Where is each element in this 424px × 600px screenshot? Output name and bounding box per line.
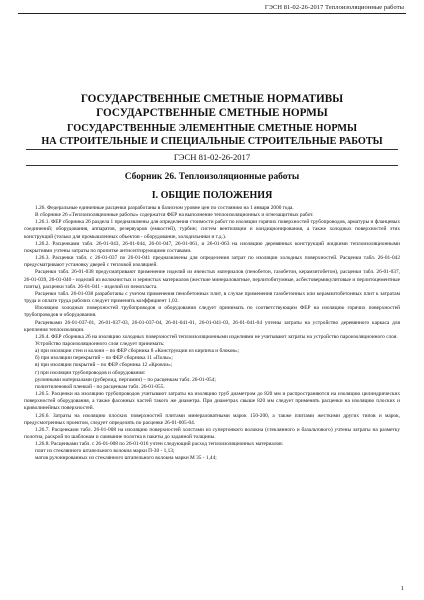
subtitle (18, 122, 406, 148)
paragraph: 1.26.5. Расценки на изоляцию трубопроводов учитывают затраты на изоляцию труб диаметром до 820 мм и распространяются на изоляцию цилиндрических поверхностей оборудования, а также фасонных частей такого же диаметра. При диаметрах свыше 820 мм следует применять расценки на изоляцию плоских и криволинейных поверхностей. (24, 391, 400, 412)
title-line-2: ГОСУДАРСТВЕННЫЕ СМЕТНЫЕ НОРМЫ (96, 107, 328, 119)
paragraph: 1.26.7. Расценками табл. 26-01-008 на изоляцию поверхностей холстами из супертонкого волокна (стеклянного и базальтового) учтены затраты на разметку полотна, раскрой по шаблонам и сшивание полотна в пакеты до заданной толщины. (24, 426, 400, 440)
code-divider-top (26, 149, 398, 150)
running-header: ГЭСН 81-02-26-2017 Теплоизоляционные работы (264, 4, 404, 11)
title-line-4: НА СТРОИТЕЛЬНЫЕ И СПЕЦИАЛЬНЫЕ СТРОИТЕЛЬНЫЕ РАБОТЫ (41, 136, 383, 147)
paragraph: 1.26.2. Расценками табл. 26-01-043, 26-01-044, 26-01-047, 26-01-061, и 26-01-063 на изоляцию деревянных конструкций жидкими теплоизоляционными покрытиями учтены затраты по пропитке антисептирующими составами. (24, 240, 400, 254)
list-item: г) при изоляции трубопроводов и оборудования: (35, 369, 146, 376)
paragraph: Расценки табл. 26-01-038 предусматривают применение изделий из ячеистых материалов (пенобетон, газобетон, керамзитобетон), расценки табл. 26-01-037, 26-01-039, 26-01-040 - изделий из волокнистых и зернистых материалов (жесткие минераловатные, перлитобитумные, асбестовермикулитовые и перлитоцементные плиты), расценки табл. 26-01-041 - изделий из пенопласта. (24, 269, 400, 290)
list-item: плит из стеклянного штапельного волокна марки П-30 - 1,13; (35, 448, 175, 455)
paragraph: 1.26.4. ФЕР сборника 26 на изоляцию холодных поверхностей теплоизоляционными изделиями не учитывают затраты на устройство пароизоляционного слоя. (35, 333, 398, 340)
paragraph: 1.26.6. Затраты на изоляцию плоских поверхностей плитами минераловатными марок 150-200, а также плитами жесткими других типов и марок, предусмотренных проектом, следует определять по расценке 26-01-005-04. (24, 412, 400, 426)
header-divider (18, 13, 406, 14)
paragraph: 1.26.8. Расценками табл. с 26-01-008 по 26-01-016 учтен следующий расход теплоизоляционных материалов: (35, 441, 284, 448)
title-line-1: ГОСУДАРСТВЕННЫЕ СМЕТНЫЕ НОРМАТИВЫ (80, 93, 344, 105)
list-item: в) при изоляции покрытий – по ФЕР сборника 12 «Кровли»; (35, 362, 173, 369)
section-heading: I. ОБЩИЕ ПОЛОЖЕНИЯ (151, 190, 273, 201)
body-text (24, 205, 400, 463)
document-code: ГЭСН 81-02-26-2017 (173, 152, 251, 162)
paragraph: Изоляцию холодных поверхностей трубопроводов и оборудования следует принимать по соответствующим ФЕР на изоляцию горячих поверхностей трубопроводов и оборудования. (24, 305, 400, 319)
paragraph: 1.26.1. ФЕР сборника 26 раздела 1 предназначены для определения стоимости работ по изоляции горячих поверхностей трубопроводов, арматуры и фланцевых соединений; оборудования, аппаратов, резервуаров (емкостей), турбин; систем вентиляции и кондиционирования, а также холодных поверхностей этих конструкций (только для промышленных объектов - оборудование, холодильники и т.д.). (24, 219, 400, 240)
collection-title: Сборник 26. Теплоизоляционные работы (124, 172, 300, 182)
paragraph: В сборнике 26 «Теплоизоляционные работы» содержатся ФЕР на выполнение теплоизоляционных и огнезащитных работ. (35, 212, 314, 219)
list-item: матов рулонированных из стеклянного штапельного волокна марки М 35 - 1,44; (35, 455, 217, 462)
paragraph: Расценками 26-01-037-01, 26-01-037-03, 26-01-037-04, 26-01-041-01, 26-01-041-03, 26-01-041-04 учтены затраты на устройство деревянного каркаса для крепления теплоизоляции. (24, 319, 400, 333)
list-item: рулонными материалами (рубероид, пергамин) – по расценкам табл. 26-01-054; (35, 376, 216, 383)
list-item: б) при изоляции перекрытий – по ФЕР сборника 11 «Полы»; (35, 355, 173, 362)
paragraph: Устройство пароизоляционного слоя следует принимать: (35, 340, 165, 347)
paragraph: 1.26.3. Расценки табл. с 26-01-037 по 26-01-041 предназначены для определения затрат по изоляции холодных поверхностей. Расценки табл. 26-01-042 предусматривают установку дверей с тепловой изоляцией. (24, 255, 400, 269)
title-line-3: ГОСУДАРСТВЕННЫЕ ЭЛЕМЕНТНЫЕ СМЕТНЫЕ НОРМЫ (67, 123, 357, 134)
main-title (18, 92, 406, 120)
paragraph: 1.26. Федеральные единичные расценки разработаны в базисном уровне цен по состоянию на 1 января 2000 года. (35, 205, 294, 211)
paragraph: Расценки табл. 26-01-038 разработаны с учетом применения пенобетонных плит, в случае применения газобетонных или керамзитобетонных плит к затратам труда и оплате труда рабочих следует применять коэффициент 1,03. (24, 290, 400, 305)
list-item: полиэтиленовой пленкой - по расценкам табл. 26-01-055. (35, 383, 165, 390)
list-item: а) при изоляции стен и колонн – по ФЕР сборника 8 «Конструкции из кирпича и блоков»; (35, 348, 240, 355)
page-number: 1 (400, 585, 404, 592)
code-divider-bottom (26, 165, 398, 166)
